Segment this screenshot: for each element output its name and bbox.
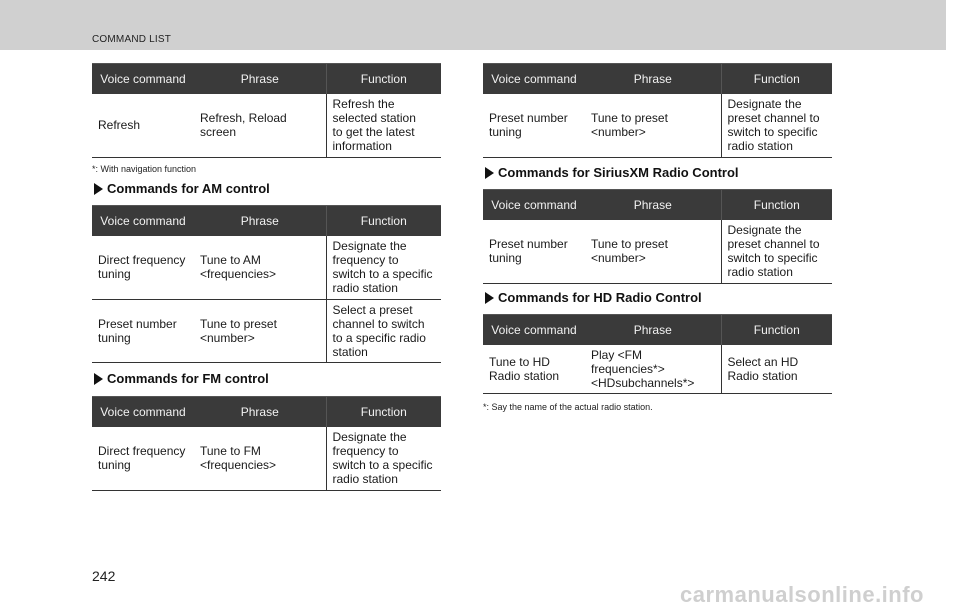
table-header-row <box>92 64 441 95</box>
cell-command: Direct frequency tuning <box>98 253 186 282</box>
cell-function: Designate the frequency to switch to a specific radio station <box>332 430 433 487</box>
table-row <box>92 94 441 157</box>
table-header-row <box>483 190 832 221</box>
col-voice-command: Voice command <box>483 64 585 95</box>
cell-command: Direct frequency tuning <box>98 444 186 473</box>
cell-phrase: Tune to AM <frequencies> <box>200 253 277 282</box>
cell-command: Preset number tuning <box>489 237 568 266</box>
col-function: Function <box>326 206 441 237</box>
col-phrase: Phrase <box>194 64 326 95</box>
triangle-bullet-icon <box>94 373 103 385</box>
header-bar <box>0 0 946 50</box>
table-header-row <box>483 315 832 346</box>
col-phrase: Phrase <box>194 206 326 237</box>
col-voice-command: Voice command <box>92 397 194 428</box>
section-heading-fm-text: Commands for FM control <box>107 371 269 386</box>
watermark: carmanualsonline.info <box>680 582 924 607</box>
col-function: Function <box>721 315 832 346</box>
cell-function: Designate the preset channel to switch to specific radio station <box>727 97 820 154</box>
section-heading-siriusxm-text: Commands for SiriusXM Radio Control <box>498 165 739 180</box>
cell-command: Tune to HD Radio station <box>489 354 560 383</box>
cell-command: Preset number tuning <box>489 111 568 140</box>
cell-function: Select an HD Radio station <box>727 354 799 383</box>
cell-function: Refresh the selected station to get the latest information <box>332 97 416 154</box>
page-header-title: COMMAND LIST <box>92 34 172 45</box>
table-header-row <box>92 206 441 237</box>
triangle-bullet-icon <box>485 292 494 304</box>
cell-phrase: Refresh, Reload screen <box>200 111 287 140</box>
table-row <box>92 427 441 490</box>
section-heading-hd-radio <box>485 290 702 305</box>
triangle-bullet-icon <box>485 167 494 179</box>
table-row <box>92 236 441 299</box>
cell-function: Select a preset channel to switch to a specific radio station <box>332 302 426 359</box>
table-header-row <box>92 397 441 428</box>
section-heading-hd-radio-text: Commands for HD Radio Control <box>498 290 702 305</box>
section-heading-fm <box>94 371 269 386</box>
section-heading-siriusxm <box>485 165 739 180</box>
footnote-station-name: *: Say the name of the actual radio station. <box>483 402 653 412</box>
table-row <box>92 299 441 362</box>
table-row <box>483 220 832 283</box>
col-phrase: Phrase <box>585 190 721 221</box>
table-fm-commands <box>92 396 441 491</box>
col-phrase: Phrase <box>194 397 326 428</box>
col-voice-command: Voice command <box>92 64 194 95</box>
col-voice-command: Voice command <box>92 206 194 237</box>
table-hd-radio-commands <box>483 314 832 394</box>
table-preset-commands <box>483 63 832 158</box>
triangle-bullet-icon <box>94 183 103 195</box>
table-row <box>483 345 832 393</box>
col-phrase: Phrase <box>585 64 721 95</box>
cell-command: Preset number tuning <box>98 316 177 345</box>
col-phrase: Phrase <box>585 315 721 346</box>
col-function: Function <box>326 397 441 428</box>
cell-phrase: Tune to preset <number> <box>591 111 668 140</box>
cell-function: Designate the frequency to switch to a specific radio station <box>332 239 433 296</box>
col-function: Function <box>721 190 832 221</box>
section-heading-am <box>94 181 270 196</box>
footnote-navigation: *: With navigation function <box>92 164 197 174</box>
col-voice-command: Voice command <box>483 315 585 346</box>
table-siriusxm-commands <box>483 189 832 284</box>
cell-phrase: Tune to preset <number> <box>200 316 277 345</box>
page-number: 242 <box>92 568 116 584</box>
cell-function: Designate the preset channel to switch to specific radio station <box>727 223 820 280</box>
table-header-row <box>483 64 832 95</box>
table-row <box>483 94 832 157</box>
cell-phrase: Play <FM frequencies*> <HDsubchannels*> <box>591 347 695 390</box>
col-function: Function <box>721 64 832 95</box>
col-voice-command: Voice command <box>483 190 585 221</box>
cell-phrase: Tune to preset <number> <box>591 237 668 266</box>
cell-command: Refresh <box>98 118 141 133</box>
section-heading-am-text: Commands for AM control <box>107 181 270 196</box>
table-am-commands <box>92 205 441 363</box>
table-general-commands <box>92 63 441 158</box>
cell-phrase: Tune to FM <frequencies> <box>200 444 277 473</box>
col-function: Function <box>326 64 441 95</box>
